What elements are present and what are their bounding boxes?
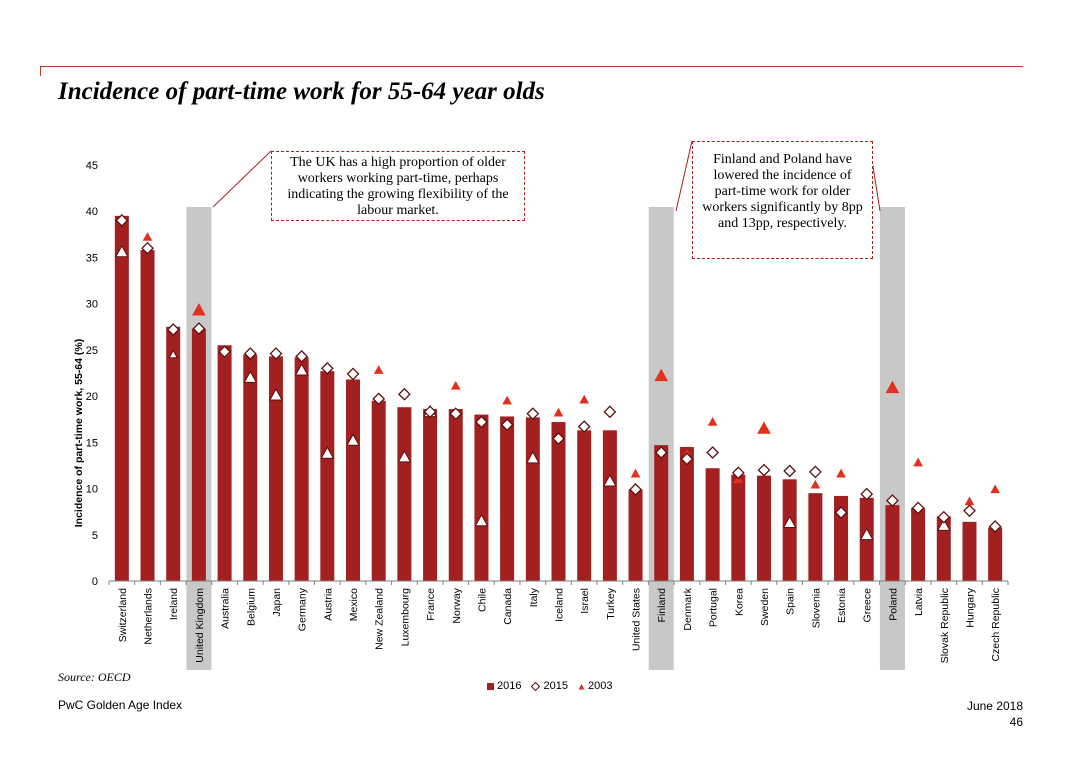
bar-2016-turkey [603, 430, 617, 581]
bar-2016-hungary [962, 522, 976, 581]
marker-2003-estonia [837, 470, 845, 477]
marker-2015-slovenia [810, 466, 821, 477]
bar-2016-new-zealand [372, 401, 386, 581]
x-tick-label: Japan [270, 588, 283, 617]
bar-2016-mexico [346, 379, 360, 581]
x-tick-label: Netherlands [142, 588, 155, 645]
bar-2016-portugal [706, 468, 720, 581]
marker-2015-luxembourg [399, 389, 410, 400]
legend-item-2003 [578, 680, 612, 692]
bar-swatch-icon [487, 683, 494, 690]
x-tick-label: Czech Republic [990, 588, 1003, 662]
bar-2016-france [423, 409, 437, 581]
y-tick-label: 15 [85, 437, 98, 450]
x-tick-label: France [425, 588, 438, 621]
chart-legend [487, 680, 612, 692]
bar-2016-sweden [757, 476, 771, 581]
finland-callout-connector [676, 141, 692, 211]
legend-item-2015 [531, 680, 567, 692]
y-tick-label: 45 [85, 160, 98, 172]
source-note: Source: OECD [58, 670, 131, 684]
bar-2016-slovenia [808, 493, 822, 581]
triangle-marker-icon [578, 683, 585, 690]
x-tick-label: Turkey [604, 588, 617, 620]
y-tick-label: 5 [91, 529, 98, 542]
page-number: 46 [1009, 715, 1023, 729]
bar-2016-switzerland [115, 216, 129, 581]
y-tick-label: 30 [85, 298, 98, 311]
marker-2003-czech-republic [991, 485, 999, 492]
bar-2016-finland [654, 445, 668, 581]
bar-2016-iceland [552, 422, 566, 581]
bar-2016-denmark [680, 447, 694, 581]
marker-2003-portugal [709, 418, 717, 425]
bar-2016-belgium [243, 355, 257, 581]
marker-2015-spain [784, 465, 795, 476]
x-tick-label: Belgium [245, 588, 258, 626]
x-tick-label: Spain [784, 588, 797, 615]
marker-2003-united-states [632, 470, 640, 477]
bar-2016-italy [526, 417, 540, 581]
marker-2003-canada [503, 397, 511, 404]
bar-2016-latvia [911, 508, 925, 581]
page-title: Incidence of part-time work for 55-64 year olds [58, 78, 545, 105]
bar-2016-poland [885, 505, 899, 581]
x-tick-label: Austria [322, 588, 335, 621]
bar-2016-australia [218, 345, 232, 581]
y-axis-label: Incidence of part-time work, 55-64 (%) [73, 338, 85, 528]
footer-meta [967, 698, 1023, 730]
bar-2016-luxembourg [397, 407, 411, 581]
marker-2003-iceland [555, 409, 563, 416]
x-tick-label: Mexico [348, 588, 361, 622]
marker-2003-norway [452, 382, 460, 389]
finland-poland-callout: Finland and Poland have lowered the incidence of part-time work for older workers significantly by 8pp and 13pp, respectively. [692, 141, 873, 259]
y-tick-label: 40 [85, 206, 98, 219]
x-tick-label: Denmark [681, 588, 694, 631]
x-tick-label: Israel [579, 588, 592, 614]
x-tick-label: United Kingdom [193, 588, 206, 663]
marker-2015-hungary [964, 505, 975, 516]
diamond-marker-icon [531, 682, 540, 691]
x-tick-label: Greece [861, 588, 874, 623]
bar-2016-united-kingdom [192, 329, 206, 581]
bar-2016-norway [449, 409, 463, 581]
bar-2016-israel [577, 430, 591, 581]
x-tick-label: Portugal [707, 588, 720, 628]
y-tick-label: 0 [91, 576, 98, 588]
marker-2003-israel [580, 396, 588, 403]
marker-2003-netherlands [144, 233, 152, 240]
footer-date: June 2018 [966, 699, 1023, 713]
marker-2003-latvia [914, 459, 922, 466]
bar-2016-korea [731, 475, 745, 581]
x-tick-label: Finland [656, 588, 669, 623]
x-tick-label: Ireland [168, 588, 181, 621]
marker-2015-portugal [707, 447, 718, 458]
marker-2003-slovenia [811, 481, 819, 488]
x-tick-label: Italy [527, 588, 540, 608]
x-tick-label: Luxembourg [399, 588, 412, 647]
marker-2015-mexico [348, 368, 359, 379]
marker-2003-new-zealand [375, 366, 383, 373]
bar-2016-spain [783, 479, 797, 581]
y-tick-label: 20 [85, 391, 98, 404]
x-tick-label: Norway [450, 588, 463, 624]
bar-2016-chile [474, 415, 488, 581]
legend-label-2003: 2003 [587, 680, 613, 692]
y-tick-label: 35 [85, 252, 98, 265]
y-tick-label: 25 [85, 344, 98, 357]
x-tick-label: New Zealand [373, 588, 386, 650]
x-tick-label: Korea [733, 588, 746, 617]
legend-label-2015: 2015 [543, 680, 568, 692]
bar-2016-netherlands [141, 250, 155, 581]
marker-2003-sweden [758, 422, 770, 433]
uk-callout-connector [213, 151, 271, 207]
bar-2016-canada [500, 416, 514, 581]
x-tick-label: Canada [502, 588, 515, 625]
bar-2016-ireland [166, 327, 180, 581]
bar-2016-czech-republic [988, 527, 1002, 581]
x-tick-label: Iceland [553, 588, 566, 622]
marker-2015-turkey [604, 406, 615, 417]
marker-2015-sweden [758, 465, 769, 476]
x-tick-label: Slovenia [810, 588, 823, 629]
x-tick-label: Latvia [913, 588, 926, 617]
bar-2016-germany [295, 357, 309, 581]
x-tick-label: Chile [476, 588, 489, 612]
y-tick-label: 10 [85, 483, 98, 496]
x-tick-label: United States [630, 588, 643, 652]
marker-2003-hungary [965, 497, 973, 504]
bar-2016-united-states [629, 489, 643, 581]
uk-callout: The UK has a high proportion of older workers working part-time, perhaps indicating the growing flexibility of the labour market. [271, 151, 525, 221]
x-tick-label: Poland [887, 588, 900, 621]
bar-2016-austria [320, 371, 334, 581]
x-tick-label: Germany [296, 588, 309, 632]
x-tick-label: Sweden [758, 588, 771, 626]
legend-label-2016: 2016 [497, 680, 522, 692]
x-tick-label: Estonia [836, 588, 849, 624]
x-tick-label: Slovak Republic [938, 588, 951, 664]
x-tick-label: Australia [219, 588, 232, 629]
x-tick-label: Switzerland [116, 588, 129, 643]
footer-brand: PwC Golden Age Index [58, 698, 183, 712]
x-tick-label: Hungary [964, 588, 977, 628]
legend-item-2016 [487, 680, 521, 692]
